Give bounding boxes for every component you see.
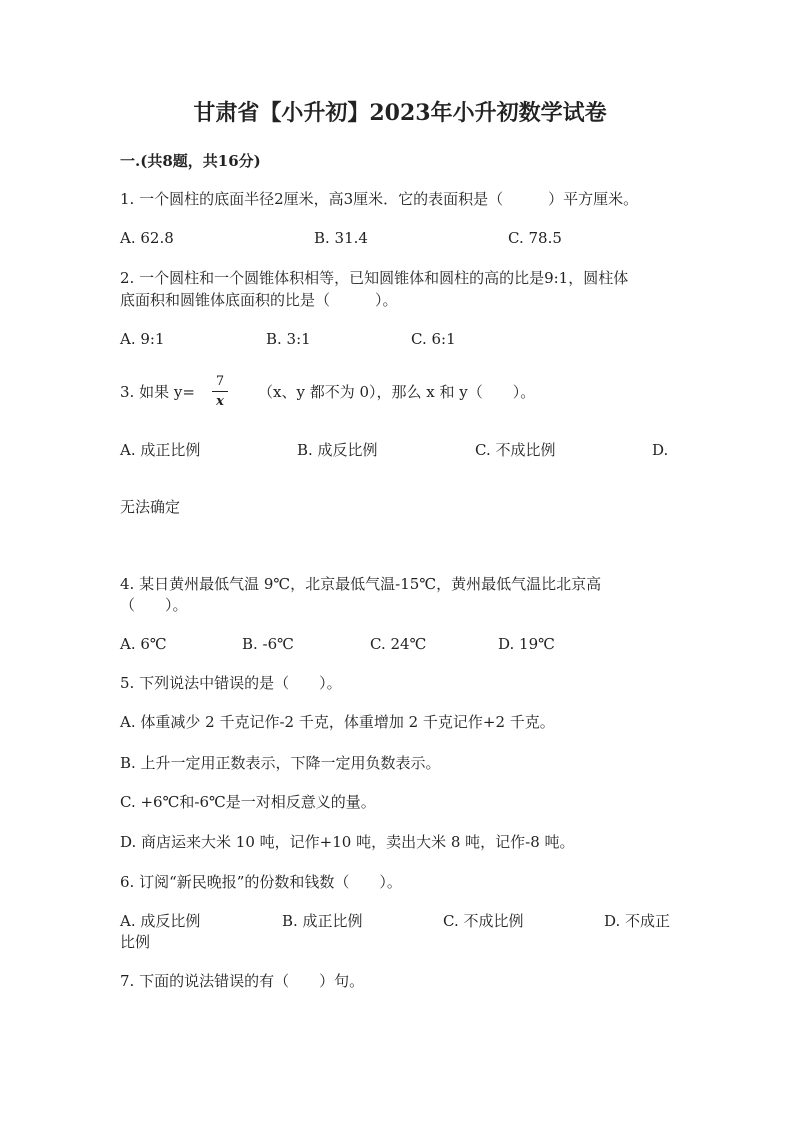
question-6-option-d: D. 不成正 xyxy=(604,912,671,930)
question-6-option-a: A. 成反比例 xyxy=(120,912,201,930)
question-4-option-d: D. 19℃ xyxy=(498,635,555,653)
question-4-option-c: C. 24℃ xyxy=(370,635,427,653)
question-4-option-b: B. -6℃ xyxy=(242,635,294,653)
question-6-stem: 6. 订阅“新民晚报”的份数和钱数（ ）。 xyxy=(120,873,402,891)
page-title: 甘肃省【小升初】2023年小升初数学试卷 xyxy=(193,100,607,126)
question-3-option-d-cont: 无法确定 xyxy=(120,498,181,516)
question-5-option-b: B. 上升一定用正数表示，下降一定用负数表示。 xyxy=(120,754,441,772)
question-2-stem-line1: 2. 一个圆柱和一个圆锥体积相等，已知圆锥体和圆柱的高的比是9:1，圆柱体 xyxy=(120,269,629,287)
question-3-stem-suffix: （x、y 都不为 0），那么 x 和 y（ ）。 xyxy=(258,383,536,401)
question-4-stem-line2: （ ）。 xyxy=(120,596,188,614)
question-3-option-d: D. xyxy=(652,441,669,459)
question-1-option-b: B. 31.4 xyxy=(314,229,368,247)
question-6-option-c: C. 不成比例 xyxy=(443,912,524,930)
question-3-fraction xyxy=(212,374,228,409)
question-6-option-b: B. 成正比例 xyxy=(282,912,363,930)
question-4-option-a: A. 6℃ xyxy=(120,635,167,653)
question-3-option-c: C. 不成比例 xyxy=(475,441,556,459)
question-1-stem: 1. 一个圆柱的底面半径2厘米，高3厘米．它的表面积是（ ）平方厘米。 xyxy=(120,190,639,208)
question-7-stem: 7. 下面的说法错误的有（ ）句。 xyxy=(120,972,365,990)
question-2-stem-line2: 底面积和圆锥体底面积的比是（ ）。 xyxy=(120,291,398,309)
question-1-option-a: A. 62.8 xyxy=(120,229,174,247)
fraction-denominator: x xyxy=(216,394,224,409)
fraction-numerator: 7 xyxy=(212,374,228,392)
question-3-option-a: A. 成正比例 xyxy=(120,441,201,459)
question-6-option-d-cont: 比例 xyxy=(120,933,151,951)
question-2-option-b: B. 3:1 xyxy=(266,330,311,348)
question-3-stem-prefix: 3. 如果 y= xyxy=(120,383,195,401)
question-5-option-a: A. 体重减少 2 千克记作-2 千克，体重增加 2 千克记作+2 千克。 xyxy=(120,713,555,731)
question-1-option-c: C. 78.5 xyxy=(508,229,562,247)
question-3-option-b: B. 成反比例 xyxy=(297,441,378,459)
question-5-stem: 5. 下列说法中错误的是（ ）。 xyxy=(120,674,342,692)
question-4-stem-line1: 4. 某日黄州最低气温 9℃，北京最低气温-15℃，黄州最低气温比北京高 xyxy=(120,575,602,593)
question-5-option-c: C. +6℃和-6℃是一对相反意义的量。 xyxy=(120,793,376,811)
question-5-option-d: D. 商店运来大米 10 吨，记作+10 吨，卖出大米 8 吨，记作-8 吨。 xyxy=(120,833,575,851)
question-2-option-c: C. 6:1 xyxy=(411,330,456,348)
section-heading: 一.(共8题，共16分) xyxy=(120,152,261,170)
question-2-option-a: A. 9:1 xyxy=(120,330,165,348)
